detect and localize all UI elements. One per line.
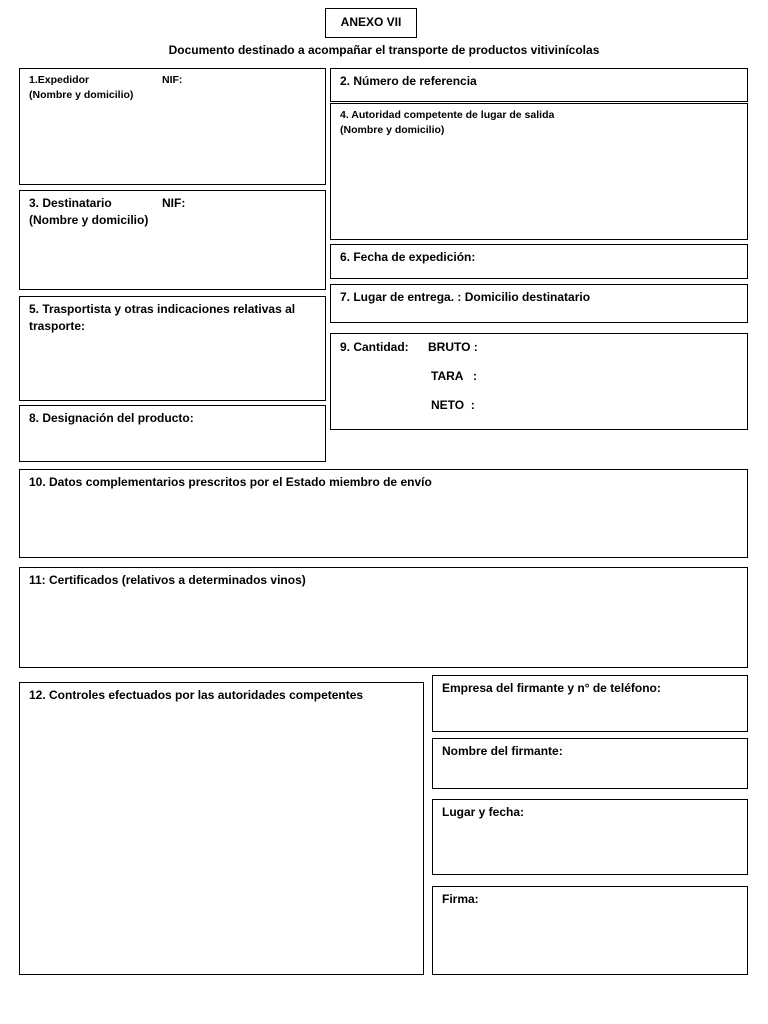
nombre-firmante-label: Nombre del firmante: [442, 744, 563, 758]
box-autoridad-salida[interactable] [330, 103, 748, 240]
box-destinatario[interactable] [19, 190, 326, 290]
cantidad-bruto-label: BRUTO : [428, 340, 478, 354]
destinatario-sub: (Nombre y domicilio) [29, 213, 149, 227]
box-lugar-fecha[interactable] [432, 799, 748, 875]
box-datos-complementarios[interactable] [19, 469, 748, 558]
firma-label: Firma: [442, 892, 479, 906]
autoridad-salida-sub: (Nombre y domicilio) [340, 124, 445, 136]
lugar-fecha-label: Lugar y fecha: [442, 805, 525, 819]
box-firma[interactable] [432, 886, 748, 975]
numero-referencia-label: 2. Número de referencia [340, 74, 477, 88]
box-empresa-firmante[interactable] [432, 675, 748, 732]
autoridad-salida-label: 4. Autoridad competente de lugar de salida [340, 109, 555, 121]
box-expedidor[interactable] [19, 68, 326, 185]
expedidor-sub: (Nombre y domicilio) [29, 89, 134, 101]
box-designacion-producto[interactable] [19, 405, 326, 462]
destinatario-label: 3. Destinatario [29, 196, 112, 210]
box-controles[interactable] [19, 682, 424, 975]
designacion-producto-label: 8. Designación del producto: [29, 411, 194, 425]
lugar-entrega-label: 7. Lugar de entrega. : Domicilio destinatario [340, 290, 591, 304]
document-subtitle: Documento destinado a acompañar el transporte de productos vitivinícolas [168, 43, 600, 57]
destinatario-nif-label: NIF: [162, 196, 186, 210]
certificados-label: 11: Certificados (relativos a determinados vinos) [29, 573, 306, 587]
box-lugar-entrega[interactable] [330, 284, 748, 323]
box-certificados[interactable] [19, 567, 748, 668]
box-fecha-expedicion[interactable] [330, 244, 748, 279]
box-trasportista[interactable] [19, 296, 326, 401]
box-cantidad[interactable] [330, 333, 748, 430]
box-numero-referencia[interactable] [330, 68, 748, 102]
controles-label: 12. Controles efectuados por las autoridades competentes [29, 688, 364, 702]
cantidad-neto-label: NETO : [431, 398, 475, 412]
cantidad-label: 9. Cantidad: [340, 340, 409, 354]
empresa-firmante-label: Empresa del firmante y n° de teléfono: [442, 681, 661, 695]
expedidor-nif-label: NIF: [162, 74, 183, 86]
trasportista-label: 5. Trasportista y otras indicaciones relativas al trasporte: [29, 302, 296, 333]
fecha-expedicion-label: 6. Fecha de expedición: [340, 250, 476, 264]
box-nombre-firmante[interactable] [432, 738, 748, 789]
expedidor-label: 1.Expedidor [29, 74, 90, 86]
cantidad-tara-label: TARA : [431, 369, 477, 383]
annex-title: ANEXO VII [325, 8, 417, 38]
datos-complementarios-label: 10. Datos complementarios prescritos por el Estado miembro de envío [29, 475, 432, 489]
